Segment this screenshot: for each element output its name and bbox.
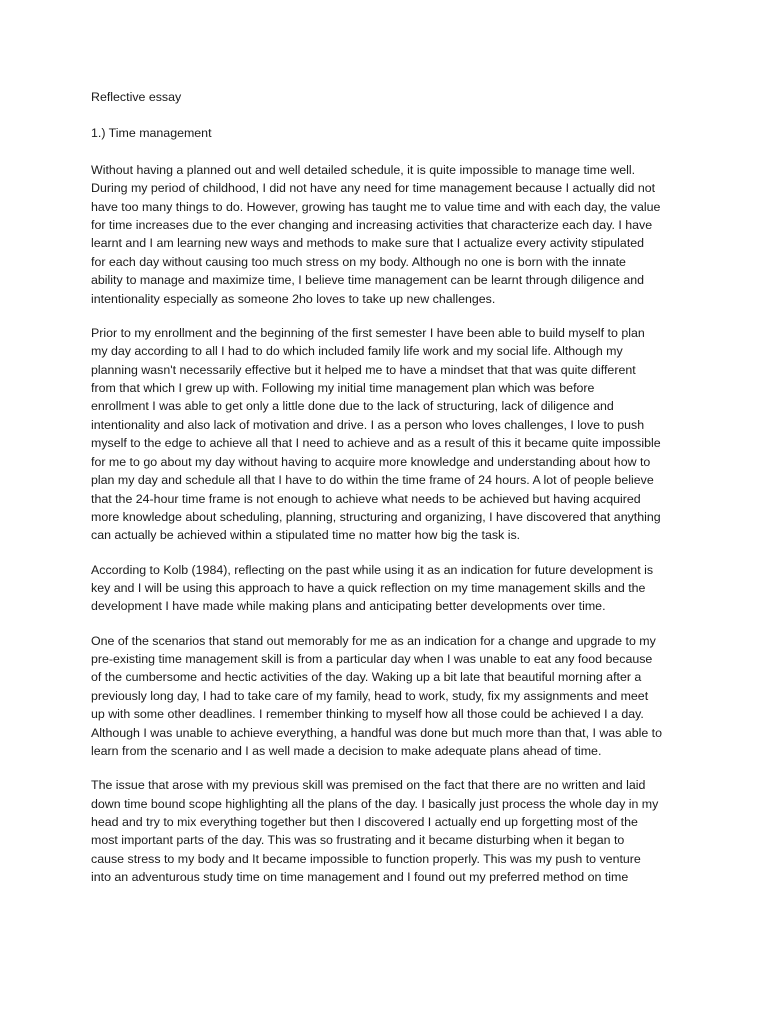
text-line: head and try to mix everything together but then I discovered I actually end up forgetting most of the: [91, 815, 638, 829]
text-line: pre-existing time management skill is from a particular day when I was unable to eat any food because: [91, 651, 653, 666]
text-line: Without having a planned out and well detailed schedule, it is quite impossible to manage time well.: [91, 162, 636, 177]
text-line: One of the scenarios that stand out memorably for me as an indication for a change and upgrade to my: [91, 633, 656, 648]
paragraphs: [91, 161, 708, 887]
document-title: Reflective essay: [91, 90, 182, 104]
text-line: The issue that arose with my previous skill was premised on the fact that there are no written and laid: [91, 778, 646, 793]
text-line: According to Kolb (1984), reflecting on the past while using it as an indication for future development is: [91, 562, 654, 577]
text-line: key and I will be using this approach to have a quick reflection on my time management skills and the: [91, 580, 646, 595]
text-line: my day according to all I had to do which included family life work and my social life. Although my: [91, 344, 623, 359]
text-line: Prior to my enrollment and the beginning of the first semester I have been able to build myself to plan: [91, 325, 645, 340]
text-line: for each day without causing too much stress on my body. Although no one is born with the innate: [91, 254, 626, 269]
text-line: more knowledge about scheduling, planning, structuring and organizing, I have discovered that anything: [91, 509, 661, 524]
text-line: enrollment I was able to get only a little done due to the lack of structuring, lack of diligence and: [91, 399, 614, 414]
text-line: into an adventurous study time on time management and I found out my preferred method on time: [91, 870, 629, 885]
text-line: previously long day, I had to take care of my family, head to work, study, fix my assignments and meet: [91, 688, 649, 703]
text-line: During my period of childhood, I did not have any need for time management because I actually did not: [91, 181, 656, 196]
text-line: myself to the edge to achieve all that I need to achieve and as a result of this it became quite impossible: [91, 436, 661, 451]
text-line: that the 24-hour time frame is not enough to achieve what needs to be achieved but having acquired: [91, 491, 641, 506]
text-line: Although I was unable to achieve everything, a handful was done but much more than that, I was able to: [91, 725, 663, 740]
paragraph: [91, 161, 708, 308]
text-line: for time increases due to the ever changing and increasing activities that characterize each day. I have: [91, 218, 653, 233]
text-line: learn from the scenario and I as well made a decision to make adequate plans ahead of time.: [91, 743, 602, 758]
text-line: most important parts of the day. This was so frustrating and it became disturbing when it began to: [91, 833, 625, 848]
text-line: planning wasn't necessarily effective but it helped me to have a mindset that that was quite different: [91, 362, 636, 377]
paragraph: [91, 561, 708, 616]
text-line: down time bound scope highlighting all the plans of the day. I basically just process the whole day in my: [91, 796, 659, 811]
section-heading: 1.) Time management: [91, 126, 212, 141]
text-line: for me to go about my day without having to acquire more knowledge and understanding about how to: [91, 454, 651, 469]
text-line: ability to manage and maximize time, I believe time management can be learnt through diligence and: [91, 273, 645, 288]
paragraph: [91, 776, 708, 886]
paragraph: [91, 632, 708, 761]
text-line: intentionality especially as someone 2ho loves to take up new challenges.: [91, 291, 496, 306]
paragraph: [91, 324, 708, 545]
text-line: from that which I grew up with. Following my initial time management plan which was before: [91, 381, 595, 396]
text-line: intentionality and also lack of motivation and drive. I as a person who loves challenges, I love to push: [91, 417, 645, 432]
text-line: can actually be achieved within a stipulated time no matter how big the task is.: [91, 528, 521, 543]
text-line: development I have made while making plans and anticipating better developments over time.: [91, 599, 606, 614]
text-line: up with some other deadlines. I remember thinking to myself how all those could be achieved I a day.: [91, 707, 644, 722]
text-line: cause stress to my body and It became impossible to function properly. This was my push to venture: [91, 851, 641, 866]
text-line: of the cumbersome and hectic activities of the day. Waking up a bit late that beautiful morning after a: [91, 670, 642, 685]
text-line: have too many things to do. However, growing has taught me to value time and with each day, the value: [91, 199, 661, 214]
text-line: learnt and I am learning new ways and methods to make sure that I actualize every activity stipulated: [91, 236, 645, 251]
text-line: plan my day and schedule all that I have to do within the time frame of 24 hours. A lot of people believe: [91, 473, 654, 488]
